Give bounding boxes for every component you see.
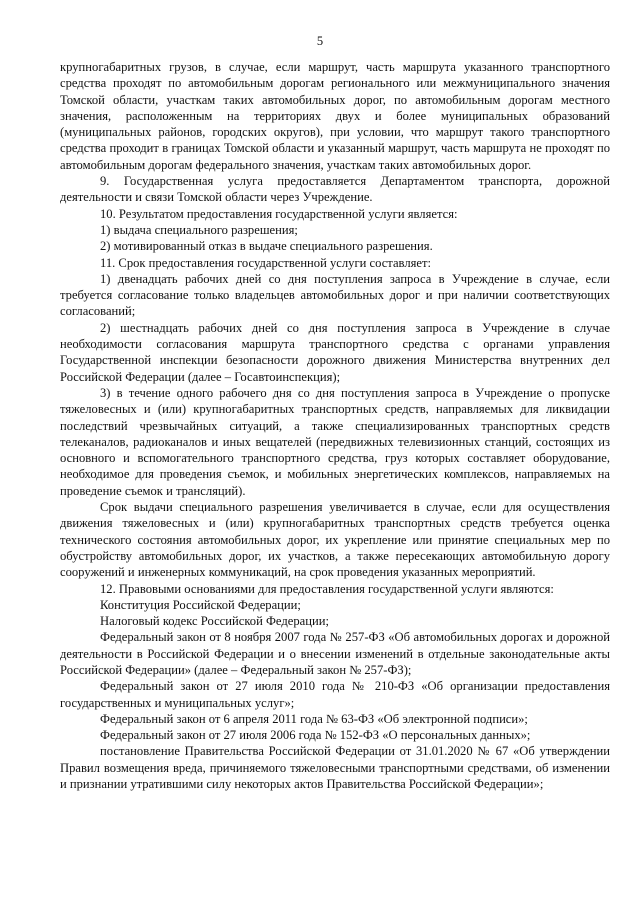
paragraph-term-2: 2) шестнадцать рабочих дней со дня поступления запроса в Учреждение в случае необходимости согласования маршрута транспортного средства с органами управления Государственной инспекции безопасности дорожного движения Министерства внутренних дел Российской Федерации (далее – Госавтоинспекция);	[60, 320, 610, 384]
document-body	[60, 59, 610, 792]
paragraph-item-12: 12. Правовыми основаниями для предоставления государственной услуги являются:	[100, 581, 554, 596]
paragraph-continuation: крупногабаритных грузов, в случае, если маршрут, часть маршрута указанного транспортного средства проходят по автомобильным дорогам регионального или межмуниципального значения Томской области, участкам таких автомобильных дорог, по автомобильным дорогам местного значения, расположенным на территориях двух и более муниципальных образований (муниципальных районов, городских округов), при условии, что маршрут такого транспортного средства проходит в границах Томской области и указанный маршрут, часть маршрута не проходят по автомобильным дорогам федерального значения, участкам таких автомобильных дорог.	[60, 60, 610, 172]
paragraph-legal-63fz: Федеральный закон от 6 апреля 2011 года № 63-ФЗ «Об электронной подписи»;	[100, 711, 528, 726]
paragraph-term-extension: Срок выдачи специального разрешения увеличивается в случае, если для осуществления движения тяжеловесных и (или) крупногабаритных транспортных средств требуется оценка технического состояния автомобильных дорог, их укрепление или принятие специальных мер по обустройству автомобильных дорог, их участков, а также пересекающих автомобильную дорогу сооружений и инженерных коммуникаций, на срок проведения указанных мероприятий.	[60, 500, 610, 580]
paragraph-result-1: 1) выдача специального разрешения;	[100, 222, 298, 237]
paragraph-term-1: 1) двенадцать рабочих дней со дня поступления запроса в Учреждение в случае, если требуется согласование только владельцев автомобильных дорог и при наличии соответствующих согласований;	[60, 271, 610, 319]
paragraph-legal-tax-code: Налоговый кодекс Российской Федерации;	[100, 614, 329, 629]
paragraph-term-3: 3) в течение одного рабочего дня со дня поступления запроса в Учреждение о пропуске тяжеловесных и (или) крупногабаритных транспортных средств, направляемых для ликвидации последствий чрезвычайных ситуаций, а также специализированных транспортных средств телеканалов, радиоканалов и иных вещателей (передвижных телевизионных станций, состоящих из основного и вспомогательного транспортного средства, груз которых составляет оборудование, необходимое для проведения съемок, и мобильных энергетических комплексов, направляемых на проведение съемок и трансляций).	[60, 385, 610, 498]
paragraph-result-2: 2) мотивированный отказ в выдаче специального разрешения.	[100, 239, 433, 254]
paragraph-item-11: 11. Срок предоставления государственной услуги составляет:	[100, 255, 431, 270]
paragraph-legal-210fz: Федеральный закон от 27 июля 2010 года № 210-ФЗ «Об организации предоставления государственных и муниципальных услуг»;	[60, 679, 610, 710]
paragraph-item-10: 10. Результатом предоставления государственной услуги является:	[100, 206, 458, 221]
page-number: 5	[316, 34, 324, 48]
paragraph-legal-152fz: Федеральный закон от 27 июля 2006 года № 152-ФЗ «О персональных данных»;	[100, 728, 531, 743]
paragraph-legal-resolution-67: постановление Правительства Российской Федерации от 31.01.2020 № 67 «Об утверждении Правил возмещения вреда, причиняемого тяжеловесными транспортными средствами, об изменении и признании утратившими силу некоторых актов Правительства Российской Федерации»;	[60, 744, 610, 792]
paragraph-legal-257fz: Федеральный закон от 8 ноября 2007 года № 257-ФЗ «Об автомобильных дорогах и дорожной деятельности в Российской Федерации и о внесении изменений в отдельные законодательные акты Российской Федерации» (далее – Федеральный закон № 257-ФЗ);	[60, 630, 610, 677]
paragraph-legal-constitution: Конституция Российской Федерации;	[100, 597, 301, 612]
paragraph-item-9: 9. Государственная услуга предоставляется Департаментом транспорта, дорожной деятельности и связи Томской области через Учреждение.	[60, 174, 610, 205]
